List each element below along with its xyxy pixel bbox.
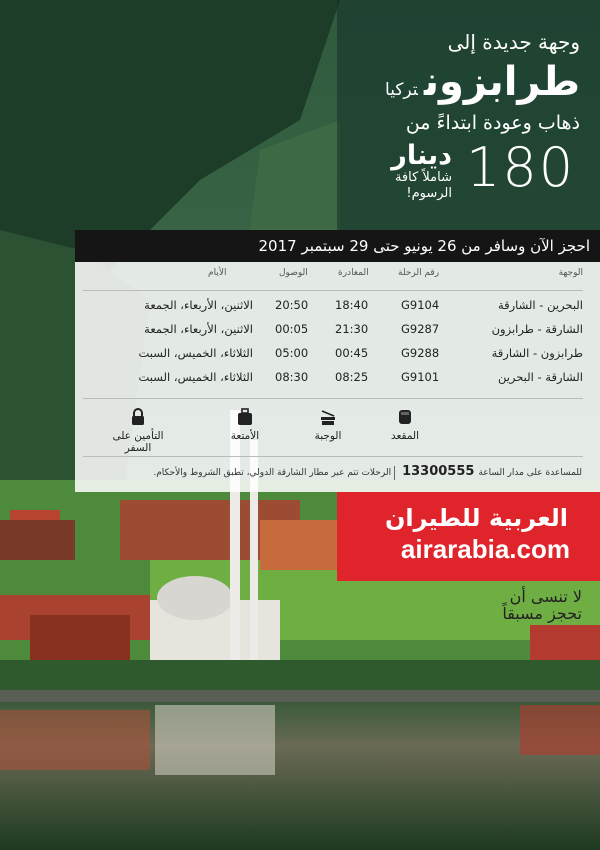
route: طرابزون - الشارقة xyxy=(491,346,583,360)
travel-period: احجز الآن وسافر من 26 يونيو حتى 29 سبتمبر 2017 xyxy=(258,237,590,255)
fare-intro: ذهاب وعودة ابتداءً من xyxy=(405,112,580,134)
operating-days: الاثنين، الأربعاء، الجمعة xyxy=(144,298,253,312)
table-bottom-divider xyxy=(83,398,583,399)
lock-icon xyxy=(130,408,146,426)
meal-icon xyxy=(319,408,337,426)
luggage-icon xyxy=(236,408,254,426)
seat-icon xyxy=(396,408,414,426)
arrival-time: 20:50 xyxy=(275,298,309,312)
route: الشارقة - طرابزون xyxy=(491,322,583,336)
flight-number: G9101 xyxy=(401,370,440,384)
brand-arabic-logo: العربية للطيران xyxy=(384,504,568,532)
terms-note: الرحلات تتم عبر مطار الشارقة الدولي، تطبق الشروط والأحكام. xyxy=(153,468,392,478)
baggage-label: الأمتعة xyxy=(230,430,260,442)
help-text: للمساعدة على مدار الساعة xyxy=(478,468,582,478)
meal-add-on xyxy=(288,408,368,442)
header-flight: رقم الرحلة xyxy=(398,268,440,278)
table-row xyxy=(83,370,583,392)
operating-days: الاثنين، الأربعاء، الجمعة xyxy=(144,322,253,336)
travel-period-bar xyxy=(75,230,600,262)
insurance-add-on xyxy=(98,408,178,454)
header-arrival: الوصول xyxy=(279,268,308,278)
fare-currency: دينار xyxy=(391,140,452,171)
insurance-label: التأمين على السفر xyxy=(112,430,164,454)
departure-time: 08:25 xyxy=(335,370,369,384)
header-days: الأيام xyxy=(208,268,227,278)
header-route: الوجهة xyxy=(558,268,583,278)
book-ahead-reminder xyxy=(502,588,582,622)
arrival-time: 00:05 xyxy=(275,322,309,336)
destination-country: تركيا xyxy=(385,80,418,100)
headline-intro: وجهة جديدة إلى xyxy=(447,30,580,54)
help-line xyxy=(153,464,582,480)
destination-city: طرابزون xyxy=(423,59,580,105)
meal-label: الوجبة xyxy=(314,430,342,442)
fare-taxes-note: شاملاً كافة الرسوم! xyxy=(394,170,452,201)
table-row xyxy=(83,322,583,344)
seat-label: المقعد xyxy=(390,430,420,442)
operating-days: الثلاثاء، الخميس، السبت xyxy=(138,346,253,360)
reminder-line-2: تحجز مسبقاً xyxy=(502,604,582,623)
help-separator xyxy=(394,466,395,480)
departure-time: 21:30 xyxy=(335,322,369,336)
flight-number: G9287 xyxy=(401,322,440,336)
route: البحرين - الشارقة xyxy=(497,298,583,312)
departure-time: 18:40 xyxy=(335,298,369,312)
arrival-time: 05:00 xyxy=(275,346,309,360)
reminder-line-1: لا تنسى أن xyxy=(509,587,582,606)
route: الشارقة - البحرين xyxy=(497,370,583,384)
flight-number: G9104 xyxy=(401,298,440,312)
fare-price: 180 xyxy=(466,136,576,199)
destination-title xyxy=(385,58,580,114)
help-divider xyxy=(83,456,583,457)
baggage-add-on xyxy=(205,408,285,442)
table-header-divider xyxy=(83,290,583,291)
operating-days: الثلاثاء، الخميس، السبت xyxy=(138,370,253,384)
table-row xyxy=(83,298,583,320)
header-departure: المغادرة xyxy=(338,268,369,278)
arrival-time: 08:30 xyxy=(275,370,309,384)
table-row xyxy=(83,346,583,368)
brand-website[interactable]: airarabia.com xyxy=(400,534,570,564)
flight-number: G9288 xyxy=(401,346,440,360)
seat-add-on xyxy=(365,408,445,442)
air-arabia-brand[interactable] xyxy=(337,492,600,581)
departure-time: 00:45 xyxy=(335,346,369,360)
help-phone[interactable]: 13300555 xyxy=(402,464,475,479)
